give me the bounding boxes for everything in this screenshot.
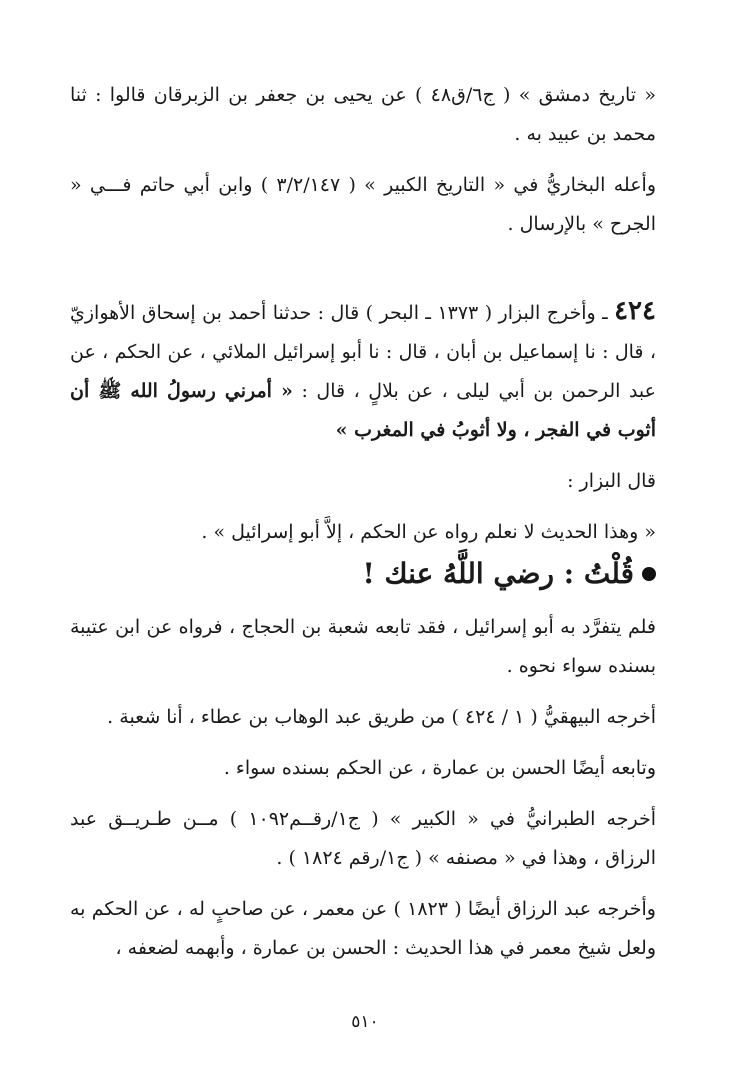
paragraph-7: أخرجه البيهقيُّ ( ١ / ٤٢٤ ) من طريق عبد الوهاب بن عطاء ، أنا شعبة . (107, 706, 656, 728)
paragraph-bazzar-label: قال البزار : (567, 470, 656, 492)
paragraph-1: « تاريخ دمشق » ( ج٦/ق٤٨ ) عن يحيى بن جعفر بن الزبرقان قالوا : ثنا محمد بن عبيد به . (70, 84, 656, 145)
hadith-isnad: ـ وأخرج البزار ( ١٣٧٣ ـ البحر ) قال : حدثنا أحمد بن إسحاق الأهوازيّ ، قال : نا إسماعيل بن أبان ، قال : نا أبو إسرائيل الملائي ، عن الحكم ، عن عبد الرحمن بن أبي ليلى ، عن بلالٍ ، قال : (70, 302, 656, 402)
spacer (70, 737, 656, 749)
spacer (70, 788, 656, 800)
page-number: ٥١٠ (351, 1012, 379, 1032)
paragraph-10: وأخرجه عبد الرزاق أيضًا ( ١٨٢٣ ) عن معمر ، عن صاحبٍ له ، عن الحكم به ولعل شيخ معمر في هذا الحديث : الحسن بن عمارة ، وأبهمه لضعفه ، (70, 898, 656, 959)
section-heading (70, 552, 656, 596)
spacer (70, 686, 656, 698)
hadith-matn: « أمرني رسولُ الله ﷺ أن أثوب في الفجر ، ولا أثوبُ في المغرب » (70, 380, 656, 441)
bullet-icon (642, 567, 656, 581)
spacer (70, 450, 656, 462)
paragraph-2: وأعله البخاريُّ في « التاريخ الكبير » ( ٣/٢/١٤٧ ) وابن أبي حاتم فـــي « الجرح » بالإرسال . (70, 174, 656, 235)
spacer (70, 596, 656, 608)
spacer (70, 154, 656, 166)
page-body (70, 76, 656, 968)
paragraph-6: فلم يتفرَّد به أبو إسرائيل ، فقد تابعه شعبة بن الحجاج ، فرواه عن ابن عتيبة بسنده سواء نحوه . (70, 616, 656, 677)
spacer (70, 878, 656, 890)
paragraph-9: أخرجه الطبرانيُّ في « الكبير » ( ج١/رقــم١٠٩٢ ) مــن طـريــق عبد الرزاق ، وهذا في « مصنفه » ( ج١/رقم ١٨٢٤ ) . (70, 808, 656, 869)
spacer (70, 501, 656, 513)
spacer (70, 244, 656, 292)
paragraph-bazzar-quote: « وهذا الحديث لا نعلم رواه عن الحكم ، إلاَّ أبو إسرائيل » . (201, 521, 656, 543)
hadith-424-paragraph (70, 292, 656, 450)
hadith-number: ٤٢٤ (614, 296, 656, 326)
section-heading-text: قُلْتُ : رضي اللَّهُ عنك ! (362, 557, 634, 590)
paragraph-8: وتابعه أيضًا الحسن بن عمارة ، عن الحكم بسنده سواء . (223, 757, 656, 779)
